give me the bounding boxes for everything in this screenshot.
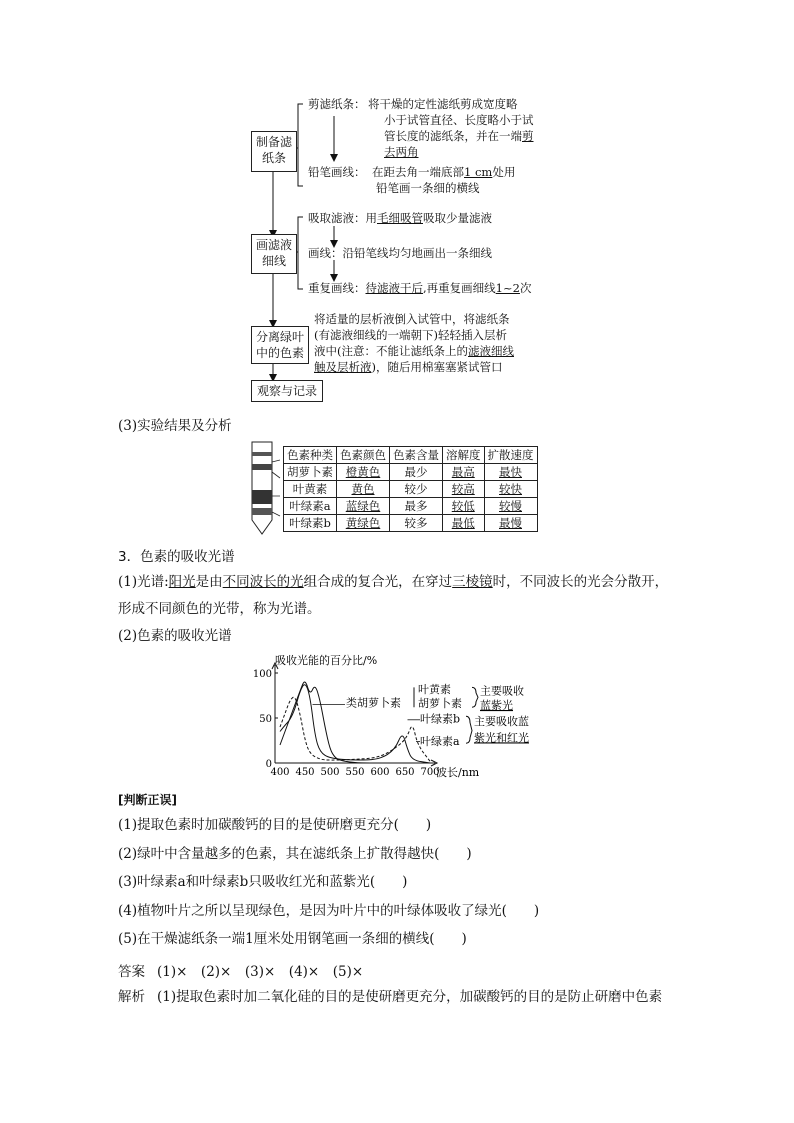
- table-cell: 橙黄色: [337, 464, 390, 481]
- chart-xlabel: 波长/nm: [436, 766, 480, 779]
- table-cell: 较慢: [484, 498, 537, 515]
- legend-main-absorb-1: 主要吸收: [480, 684, 524, 698]
- chart-ylabel: 吸收光能的百分比/%: [275, 654, 378, 667]
- judge-item: (1)提取色素时加碳酸钙的目的是使研磨更充分( ): [118, 817, 432, 833]
- table-cell: 叶黄素: [284, 481, 337, 498]
- x-tick-label: 700: [420, 767, 440, 778]
- step-cut-label: 剪滤纸条：: [308, 97, 366, 111]
- table-cell: 较少: [390, 481, 443, 498]
- table-cell: 较低: [443, 498, 485, 515]
- judge-heading: [判断正误]: [118, 793, 177, 807]
- judge-item: (3)叶绿素a和叶绿素b只吸收红光和蓝紫光( ): [118, 874, 408, 890]
- table-cell: 黄色: [337, 481, 390, 498]
- legend-main-absorb-2: 蓝紫光: [480, 699, 513, 712]
- analysis-label: 解析: [118, 989, 145, 1005]
- table-cell: 胡萝卜素: [284, 464, 337, 481]
- table-cell: 较多: [390, 515, 443, 532]
- step-cut-text-2: 小于试管直径、长度略小于试: [384, 113, 534, 127]
- spectrum-paragraph-line-2: 形成不同颜色的光带，称为光谱。: [118, 601, 321, 617]
- step-pencil-text-1: 在距去角一端底部1 cm处用: [372, 165, 516, 179]
- step-pencil-label: 铅笔画线：: [308, 165, 366, 179]
- table-cell: 最少: [390, 464, 443, 481]
- x-tick-label: 600: [370, 767, 390, 778]
- table-row: [284, 481, 538, 498]
- table-cell: 最快: [484, 464, 537, 481]
- flow-box-observe: 观察与记录: [251, 380, 323, 402]
- table-cell: 最慢: [484, 515, 537, 532]
- table-header-cell: 色素颜色: [337, 447, 390, 464]
- y-tick-label: 50: [259, 714, 272, 725]
- legend-chl-absorb-2: 紫光和红光: [474, 731, 529, 745]
- table-cell: 最高: [443, 464, 485, 481]
- x-tick-label: 400: [270, 767, 290, 778]
- table-header-cell: 色素含量: [390, 447, 443, 464]
- x-tick-label: 550: [345, 767, 365, 778]
- chart-legend: [313, 682, 530, 748]
- step-cut-text-3: 管长度的滤纸条，并在一端剪: [384, 129, 534, 143]
- x-tick-label: 450: [295, 767, 315, 778]
- step-separate-text-2: (有滤液细线的一端朝下)轻轻插入层析: [314, 328, 507, 342]
- table-cell: 最多: [390, 498, 443, 515]
- y-tick-label: 100: [252, 669, 272, 680]
- spectrum-paragraph-line-1: (1)光谱:阳光是由不同波长的光组合成的复合光，在穿过三棱镜时，不同波长的光会分散开，: [118, 574, 669, 590]
- step-cut-text-1: 将干燥的定性滤纸剪成宽度略: [368, 97, 518, 111]
- judge-item: (2)绿叶中含量越多的色素，其在滤纸条上扩散得越快( ): [118, 845, 472, 862]
- step-pencil-text-2: 铅笔画一条细的横线: [376, 181, 480, 195]
- table-cell: 叶绿素b: [284, 515, 337, 532]
- x-tick-label: 500: [320, 767, 340, 778]
- x-tick-label: 650: [395, 767, 415, 778]
- flow-box-draw-line: 画滤液 细线: [251, 234, 297, 274]
- legend-carotene: 胡萝卜素: [418, 697, 462, 711]
- legend-carotenoid: 类胡萝卜素: [346, 696, 401, 710]
- flow-box-prepare-strip: 制备滤 纸条: [251, 131, 297, 172]
- table-header-cell: 溶解度: [443, 447, 485, 464]
- judge-item: (4)植物叶片之所以呈现绿色，是因为叶片中的叶绿体吸收了绿光( ): [118, 902, 540, 919]
- step-cut-text-4: 去两角: [384, 145, 419, 159]
- y-tick-label: 0: [265, 759, 272, 770]
- table-header-cell: 色素种类: [284, 447, 337, 464]
- table-cell: 最低: [443, 515, 485, 532]
- legend-chlorophyll-a: 叶绿素a: [420, 735, 460, 748]
- legend-chlorophyll-b: 叶绿素b: [420, 712, 461, 726]
- step-draw: 画线：沿铅笔线均匀地画出一条细线: [308, 246, 492, 260]
- series-line-0: [280, 682, 430, 763]
- step-separate-text-3: 液中(注意：不能让滤纸条上的滤液细线: [314, 344, 514, 358]
- chart-curves: [280, 682, 430, 763]
- chart-axes: [272, 663, 437, 766]
- table-row: [284, 498, 538, 515]
- table-cell: 叶绿素a: [284, 498, 337, 515]
- analysis-text: (1)提取色素时加二氧化硅的目的是使研磨更充分，加碳酸钙的目的是防止研磨中色素: [157, 989, 663, 1005]
- absorption-chart: [250, 650, 550, 785]
- legend-chl-absorb-1: 主要吸收蓝: [474, 715, 529, 729]
- step-separate-text-4: 触及层析液)，随后用棉塞塞紧试管口: [314, 360, 503, 374]
- table-cell: 较快: [484, 481, 537, 498]
- pigment-table: [283, 446, 538, 532]
- table-header-row: [284, 447, 538, 464]
- table-cell: 蓝绿色: [337, 498, 390, 515]
- step-repeat: 重复画线：待滤液干后,再重复画细线1~2次: [308, 281, 532, 295]
- judge-item: (5)在干燥滤纸条一端1厘米处用钢笔画一条细的横线( ): [118, 931, 467, 947]
- legend-brace-1: [472, 687, 478, 707]
- results-heading: (3)实验结果及分析: [118, 418, 232, 434]
- answer-line: [118, 962, 363, 982]
- absorption-section-title: 3．色素的吸收光谱: [118, 549, 235, 565]
- table-cell: 黄绿色: [337, 515, 390, 532]
- flow-box-separate: 分离绿叶 中的色素: [251, 326, 309, 364]
- answer-text: (1)× (2)× (3)× (4)× (5)×: [157, 964, 364, 980]
- answer-label: 答案: [118, 964, 145, 980]
- table-row: [284, 515, 538, 532]
- table-row: [284, 464, 538, 481]
- legend-xanthophyll: 叶黄素: [418, 682, 451, 696]
- analysis-line: [118, 987, 662, 1007]
- legend-brace-2: [466, 716, 472, 743]
- table-header-cell: 扩散速度: [484, 447, 537, 464]
- step-absorb: 吸取滤液：用毛细吸管吸取少量滤液: [308, 211, 492, 225]
- chromatography-strip: [246, 438, 282, 538]
- table-cell: 较高: [443, 481, 485, 498]
- absorption-spectrum-heading: (2)色素的吸收光谱: [118, 628, 232, 644]
- step-separate-text-1: 将适量的层析液倒入试管中，将滤纸条: [314, 312, 510, 326]
